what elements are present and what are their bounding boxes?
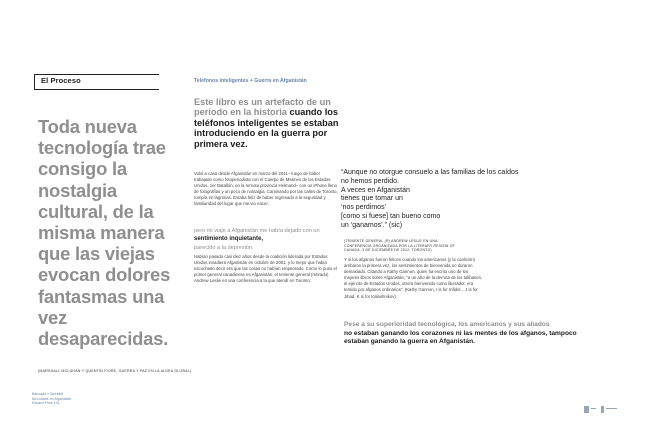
intro-light: Este libro es un artefacto de un período en la historia (194, 97, 331, 118)
closing-statement (344, 321, 594, 347)
body-paragraph-2: Habían pasado casi diez años desde la coalición liderada por Estados Unidos invadiera Afganistán en octubre de 2001, y lo mejor que había escuchado decir era que las cosas no habían empeorado. Como lo puso el primer general canadiense en Afganistán, el teniente general (retirado) Andrew Leslie en una conferencia a la que atendí en Toronto: (194, 254, 337, 284)
closing-dark: no estaban ganando los corazones ni las mentes de los afganos, tampoco estaban ganando la guerra en Afganistán. (344, 329, 577, 345)
mid-statement (194, 227, 354, 252)
closing-light: Pese a su superioridad tecnológica, los americanos y sus aliados (344, 321, 550, 328)
section-label-box (34, 74, 159, 90)
intro-dark: cuando los teléfonos inteligentes se estaban introduciendo en la guerra por primera vez. (194, 107, 339, 149)
leslie-quote-credit: (TENIENTE GENERAL (R) ANDREW LESLIE EN UNA CONFERENCIA ORGANIZADA POR LA LITERARY REVIEW OF CANADA, 3 DE DICIEMBRE DE 2012, TORONTO) (344, 239, 455, 253)
publisher-logo-1 (584, 406, 596, 414)
big-pull-quote: Toda nueva tecnología trae consigo la nostalgia cultural, de la misma manera que las viejas evocan dolores fantasmas una vez desaparecidas. (38, 116, 171, 350)
publisher-logo-2 (601, 406, 617, 414)
body-paragraph-3: Y si los afganos fueron felices cuando los americanos (y la coalición) arribaron la primera vez, los sentimientos de bienvenida no duraron demasiado. Citando a Kathy Gannon, quien ha escrito uno de los mejores libros sobre Afganistán, "a un año de la derrota de los talibanes, el ejército de Estados Unidos, otrora bienvenido como liberador, era temido por afganos ordinarios". (Kathy Gannon, I is for Infidel... J is for Jihad, K is for Kalashnikov) (344, 257, 483, 299)
intro-statement (194, 97, 354, 149)
footer-left: Bancada » Worldkit McLuhans en Afganistán Eduard Fiore 101 (32, 392, 72, 406)
mid-dark: sentimiento inquietante, (194, 236, 264, 243)
running-header: Teléfonos inteligentes + Guerra en Afganistán (194, 78, 307, 84)
section-label: El Proceso (41, 76, 81, 85)
mid-light-2: parecido a la depresión. (194, 244, 254, 251)
mid-light-1: pero mi viaje a Afganistán me había dejado con un (194, 228, 320, 234)
leslie-quote: “Aunque no otorgue consuelo a las familias de los caídos no hemos perdido. A veces en Afganistán tienes que tomar un ‘nos perdimos’ [como si fuese] tan bueno como un ‘ganamos’.” (sic) (341, 169, 519, 229)
big-quote-credit: (MARSHALL MCLUHAN Y QUENTIN FIORE, GUERRA Y PAZ EN LA ALDEA GLOBAL) (38, 369, 192, 373)
body-paragraph-1: Volví a casa desde Afganistán en marzo del 2011– luego de haber trabajado como fotoperiodista con el Cuerpo de Marines de los Estados Unidos, 1er Batallón, en la remota provincia Helmand– con un iPhone lleno de fotografías y un poco de nostalgia. Caminando por las calles de Toronto, rompía en lágrimas. Estaba feliz de haber regresado a la seguridad y familiaridad del lugar que me vio nacer, (194, 171, 338, 207)
